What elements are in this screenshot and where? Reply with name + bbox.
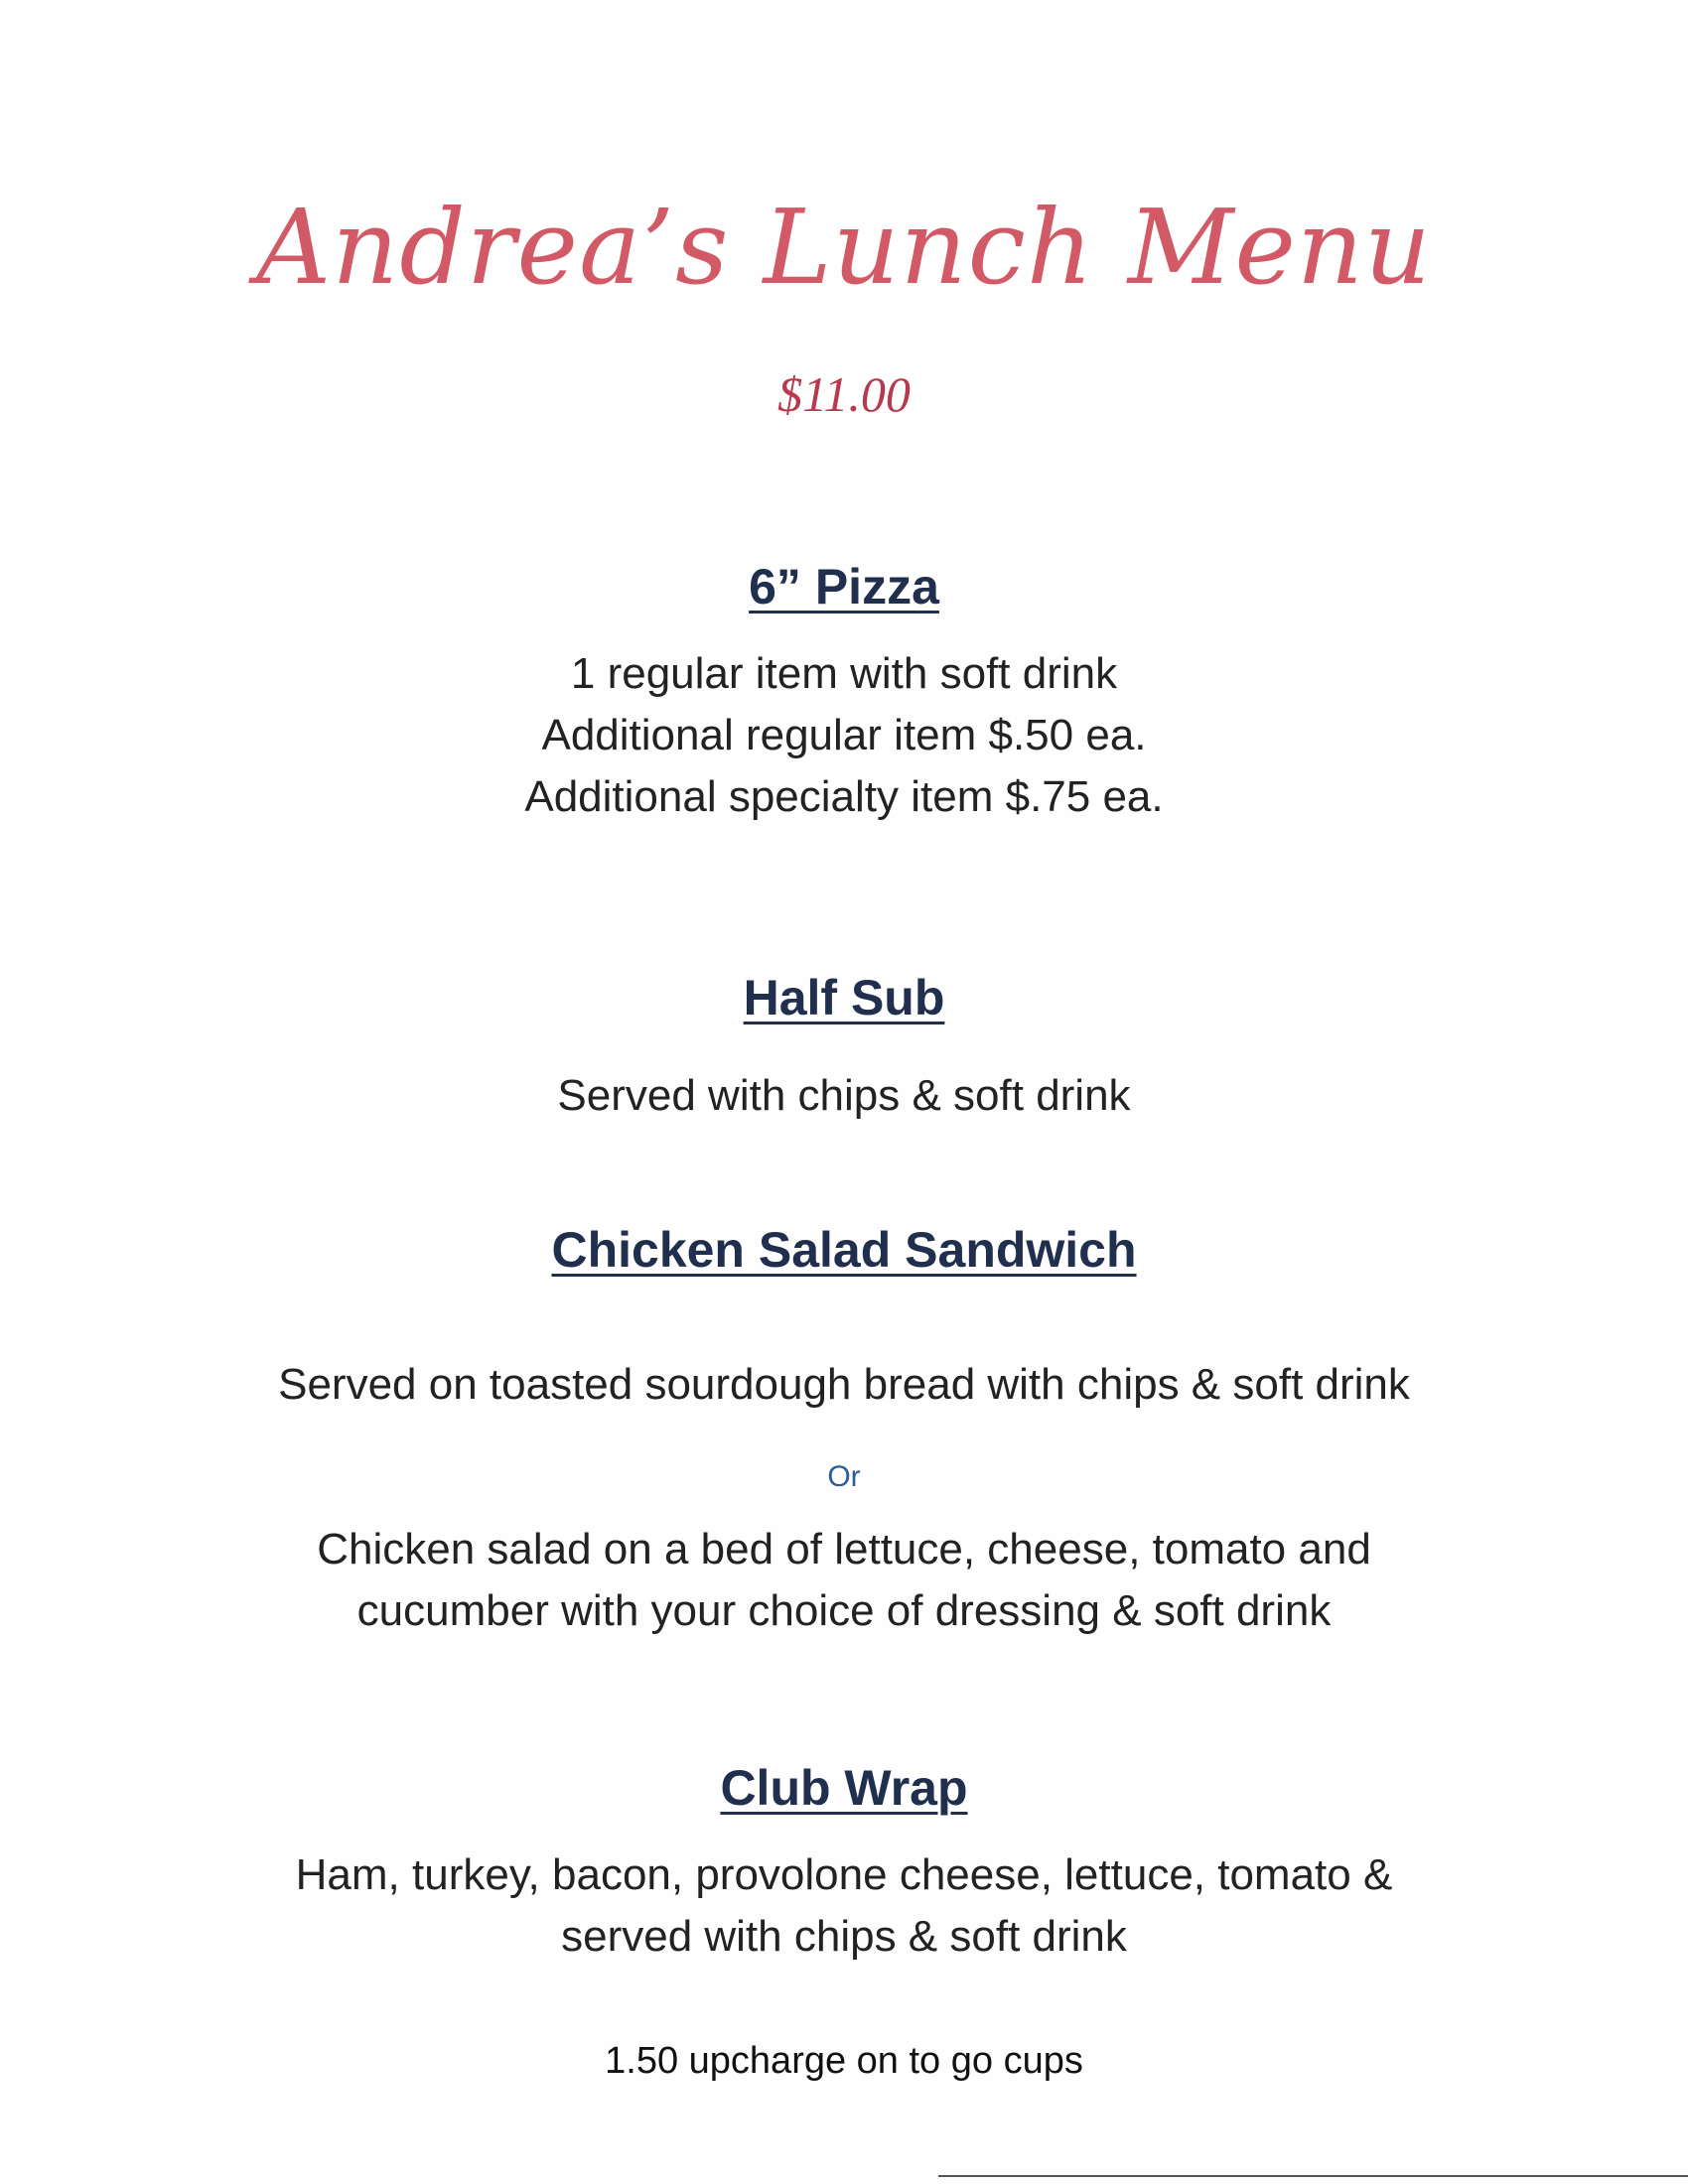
section-heading-pizza [0,558,1688,615]
section-heading-club-wrap [0,1759,1688,1817]
section-heading-half-sub [0,969,1688,1026]
chicken-salad-alt-line-2: cucumber with your choice of dressing & soft drink [356,1586,1332,1635]
section-heading-chicken-salad [0,1221,1688,1279]
pizza-line-1: 1 regular item with soft drink [570,649,1118,698]
chicken-salad-alt-line-1: Chicken salad on a bed of lettuce, cheese, tomato and [317,1525,1371,1573]
pizza-line-3: Additional specialty item $.75 ea. [524,772,1164,821]
section-heading-half-sub-text: Half Sub [743,970,945,1025]
to-go-cups-note: 1.50 upcharge on to go cups [605,2040,1083,2082]
page-edge-line [938,2175,1688,2177]
or-separator: Or [827,1460,861,1493]
section-heading-club-wrap-text: Club Wrap [720,1760,968,1816]
club-wrap-line-1: Ham, turkey, bacon, provolone cheese, lettuce, tomato & [295,1850,1393,1899]
section-heading-chicken-salad-text: Chicken Salad Sandwich [551,1222,1137,1278]
section-heading-pizza-text: 6” Pizza [749,559,939,614]
menu-title: Andrea’s Lunch Menu [256,187,1432,308]
pizza-line-2: Additional regular item $.50 ea. [541,711,1147,759]
menu-price: $11.00 [777,366,911,422]
half-sub-line-1: Served with chips & soft drink [557,1071,1131,1120]
club-wrap-line-2: served with chips & soft drink [561,1912,1127,1961]
chicken-salad-line-1: Served on toasted sourdough bread with chips & soft drink [278,1360,1410,1409]
